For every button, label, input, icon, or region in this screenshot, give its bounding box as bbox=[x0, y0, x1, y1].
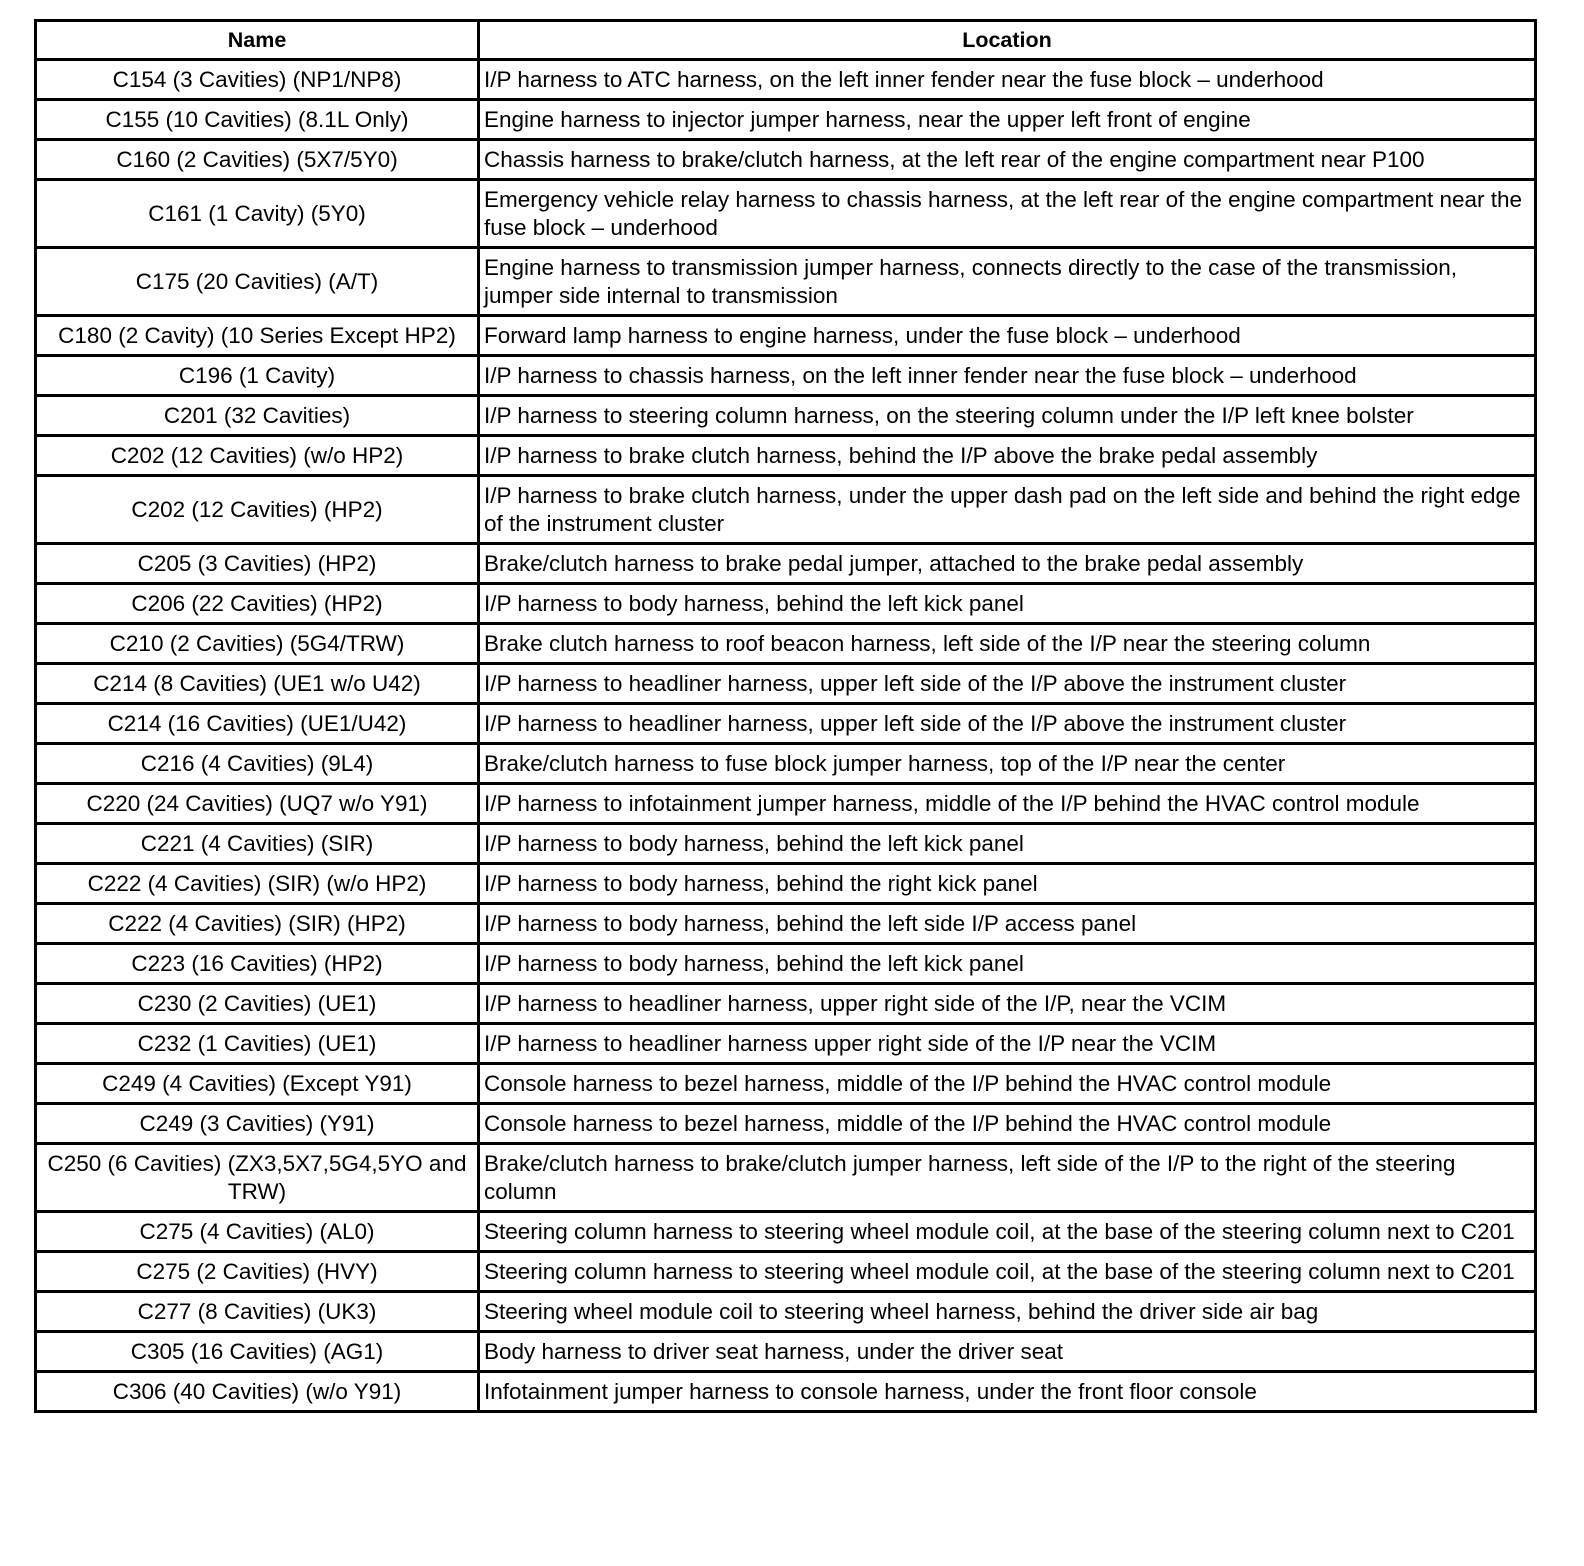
connector-name-cell: C196 (1 Cavity) bbox=[36, 356, 479, 396]
table-row bbox=[36, 180, 1536, 248]
connector-location-cell: I/P harness to infotainment jumper harness, middle of the I/P behind the HVAC control module bbox=[479, 784, 1536, 824]
connector-name-cell: C221 (4 Cavities) (SIR) bbox=[36, 824, 479, 864]
connector-name-cell: C161 (1 Cavity) (5Y0) bbox=[36, 180, 479, 248]
table-row bbox=[36, 396, 1536, 436]
table-row bbox=[36, 904, 1536, 944]
table-row bbox=[36, 1024, 1536, 1064]
table-row bbox=[36, 476, 1536, 544]
connector-name-cell: C155 (10 Cavities) (8.1L Only) bbox=[36, 100, 479, 140]
connector-location-cell: I/P harness to brake clutch harness, under the upper dash pad on the left side and behind the right edge of the instrument cluster bbox=[479, 476, 1536, 544]
column-header-name: Name bbox=[36, 21, 479, 60]
connector-location-cell: I/P harness to body harness, behind the left kick panel bbox=[479, 824, 1536, 864]
connector-location-cell: I/P harness to headliner harness, upper left side of the I/P above the instrument cluster bbox=[479, 664, 1536, 704]
table-row bbox=[36, 316, 1536, 356]
table-row bbox=[36, 60, 1536, 100]
connector-name-cell: C220 (24 Cavities) (UQ7 w/o Y91) bbox=[36, 784, 479, 824]
connector-location-cell: I/P harness to brake clutch harness, behind the I/P above the brake pedal assembly bbox=[479, 436, 1536, 476]
connector-name-cell: C214 (8 Cavities) (UE1 w/o U42) bbox=[36, 664, 479, 704]
connector-location-cell: I/P harness to steering column harness, on the steering column under the I/P left knee bolster bbox=[479, 396, 1536, 436]
connector-name-cell: C223 (16 Cavities) (HP2) bbox=[36, 944, 479, 984]
table-row bbox=[36, 1292, 1536, 1332]
column-header-location: Location bbox=[479, 21, 1536, 60]
connector-name-cell: C175 (20 Cavities) (A/T) bbox=[36, 248, 479, 316]
connector-location-cell: I/P harness to body harness, behind the left kick panel bbox=[479, 944, 1536, 984]
connector-name-cell: C206 (22 Cavities) (HP2) bbox=[36, 584, 479, 624]
table-row bbox=[36, 944, 1536, 984]
connector-name-cell: C275 (2 Cavities) (HVY) bbox=[36, 1252, 479, 1292]
connector-name-cell: C249 (3 Cavities) (Y91) bbox=[36, 1104, 479, 1144]
table-row bbox=[36, 1252, 1536, 1292]
connector-name-cell: C305 (16 Cavities) (AG1) bbox=[36, 1332, 479, 1372]
table-row bbox=[36, 584, 1536, 624]
header-row bbox=[36, 21, 1536, 60]
connector-location-cell: I/P harness to headliner harness, upper left side of the I/P above the instrument cluster bbox=[479, 704, 1536, 744]
table-row bbox=[36, 248, 1536, 316]
connector-location-cell: Brake/clutch harness to brake pedal jumper, attached to the brake pedal assembly bbox=[479, 544, 1536, 584]
table-row bbox=[36, 100, 1536, 140]
connector-location-cell: Infotainment jumper harness to console harness, under the front floor console bbox=[479, 1372, 1536, 1412]
connector-name-cell: C216 (4 Cavities) (9L4) bbox=[36, 744, 479, 784]
table-row bbox=[36, 1372, 1536, 1412]
connector-location-cell: I/P harness to headliner harness, upper right side of the I/P, near the VCIM bbox=[479, 984, 1536, 1024]
connector-name-cell: C222 (4 Cavities) (SIR) (w/o HP2) bbox=[36, 864, 479, 904]
connector-name-cell: C202 (12 Cavities) (HP2) bbox=[36, 476, 479, 544]
connector-location-cell: Emergency vehicle relay harness to chassis harness, at the left rear of the engine compartment near the fuse block – underhood bbox=[479, 180, 1536, 248]
connector-location-cell: Steering wheel module coil to steering wheel harness, behind the driver side air bag bbox=[479, 1292, 1536, 1332]
table-row bbox=[36, 1332, 1536, 1372]
connector-location-cell: I/P harness to body harness, behind the right kick panel bbox=[479, 864, 1536, 904]
table-row bbox=[36, 1064, 1536, 1104]
connector-location-cell: Engine harness to transmission jumper harness, connects directly to the case of the transmission, jumper side internal to transmission bbox=[479, 248, 1536, 316]
table-body bbox=[36, 60, 1536, 1412]
connector-location-cell: Chassis harness to brake/clutch harness, at the left rear of the engine compartment near P100 bbox=[479, 140, 1536, 180]
connector-name-cell: C232 (1 Cavities) (UE1) bbox=[36, 1024, 479, 1064]
table-row bbox=[36, 140, 1536, 180]
connector-name-cell: C154 (3 Cavities) (NP1/NP8) bbox=[36, 60, 479, 100]
table-row bbox=[36, 624, 1536, 664]
connector-name-cell: C277 (8 Cavities) (UK3) bbox=[36, 1292, 479, 1332]
table-row bbox=[36, 356, 1536, 396]
table-header bbox=[36, 21, 1536, 60]
connector-location-cell: I/P harness to body harness, behind the left kick panel bbox=[479, 584, 1536, 624]
connector-name-cell: C205 (3 Cavities) (HP2) bbox=[36, 544, 479, 584]
connector-name-cell: C275 (4 Cavities) (AL0) bbox=[36, 1212, 479, 1252]
connector-name-cell: C202 (12 Cavities) (w/o HP2) bbox=[36, 436, 479, 476]
connector-location-cell: Brake clutch harness to roof beacon harness, left side of the I/P near the steering column bbox=[479, 624, 1536, 664]
table-row bbox=[36, 436, 1536, 476]
connector-name-cell: C201 (32 Cavities) bbox=[36, 396, 479, 436]
connector-name-cell: C180 (2 Cavity) (10 Series Except HP2) bbox=[36, 316, 479, 356]
table-row bbox=[36, 1212, 1536, 1252]
connector-location-cell: Forward lamp harness to engine harness, under the fuse block – underhood bbox=[479, 316, 1536, 356]
connector-location-cell: I/P harness to chassis harness, on the left inner fender near the fuse block – underhood bbox=[479, 356, 1536, 396]
connector-location-cell: Console harness to bezel harness, middle of the I/P behind the HVAC control module bbox=[479, 1104, 1536, 1144]
table-row bbox=[36, 1144, 1536, 1212]
connector-location-cell: Body harness to driver seat harness, under the driver seat bbox=[479, 1332, 1536, 1372]
connector-location-cell: Brake/clutch harness to fuse block jumper harness, top of the I/P near the center bbox=[479, 744, 1536, 784]
table-row bbox=[36, 864, 1536, 904]
connector-name-cell: C250 (6 Cavities) (ZX3,5X7,5G4,5YO and TRW) bbox=[36, 1144, 479, 1212]
table-row bbox=[36, 664, 1536, 704]
connector-name-cell: C160 (2 Cavities) (5X7/5Y0) bbox=[36, 140, 479, 180]
connector-name-cell: C230 (2 Cavities) (UE1) bbox=[36, 984, 479, 1024]
table-row bbox=[36, 784, 1536, 824]
table-row bbox=[36, 704, 1536, 744]
connector-name-cell: C214 (16 Cavities) (UE1/U42) bbox=[36, 704, 479, 744]
connector-name-cell: C222 (4 Cavities) (SIR) (HP2) bbox=[36, 904, 479, 944]
table-row bbox=[36, 744, 1536, 784]
connector-location-cell: I/P harness to ATC harness, on the left inner fender near the fuse block – underhood bbox=[479, 60, 1536, 100]
connector-location-cell: Engine harness to injector jumper harness, near the upper left front of engine bbox=[479, 100, 1536, 140]
connector-location-cell: Steering column harness to steering wheel module coil, at the base of the steering column next to C201 bbox=[479, 1212, 1536, 1252]
table-row bbox=[36, 824, 1536, 864]
connector-name-cell: C306 (40 Cavities) (w/o Y91) bbox=[36, 1372, 479, 1412]
connector-location-cell: Brake/clutch harness to brake/clutch jumper harness, left side of the I/P to the right of the steering column bbox=[479, 1144, 1536, 1212]
connector-location-cell: Console harness to bezel harness, middle of the I/P behind the HVAC control module bbox=[479, 1064, 1536, 1104]
connector-location-cell: Steering column harness to steering wheel module coil, at the base of the steering column next to C201 bbox=[479, 1252, 1536, 1292]
connector-location-cell: I/P harness to headliner harness upper right side of the I/P near the VCIM bbox=[479, 1024, 1536, 1064]
connector-name-cell: C210 (2 Cavities) (5G4/TRW) bbox=[36, 624, 479, 664]
table-row bbox=[36, 1104, 1536, 1144]
connector-name-cell: C249 (4 Cavities) (Except Y91) bbox=[36, 1064, 479, 1104]
table-row bbox=[36, 544, 1536, 584]
connector-location-cell: I/P harness to body harness, behind the left side I/P access panel bbox=[479, 904, 1536, 944]
table-row bbox=[36, 984, 1536, 1024]
connector-location-table bbox=[34, 19, 1537, 1413]
